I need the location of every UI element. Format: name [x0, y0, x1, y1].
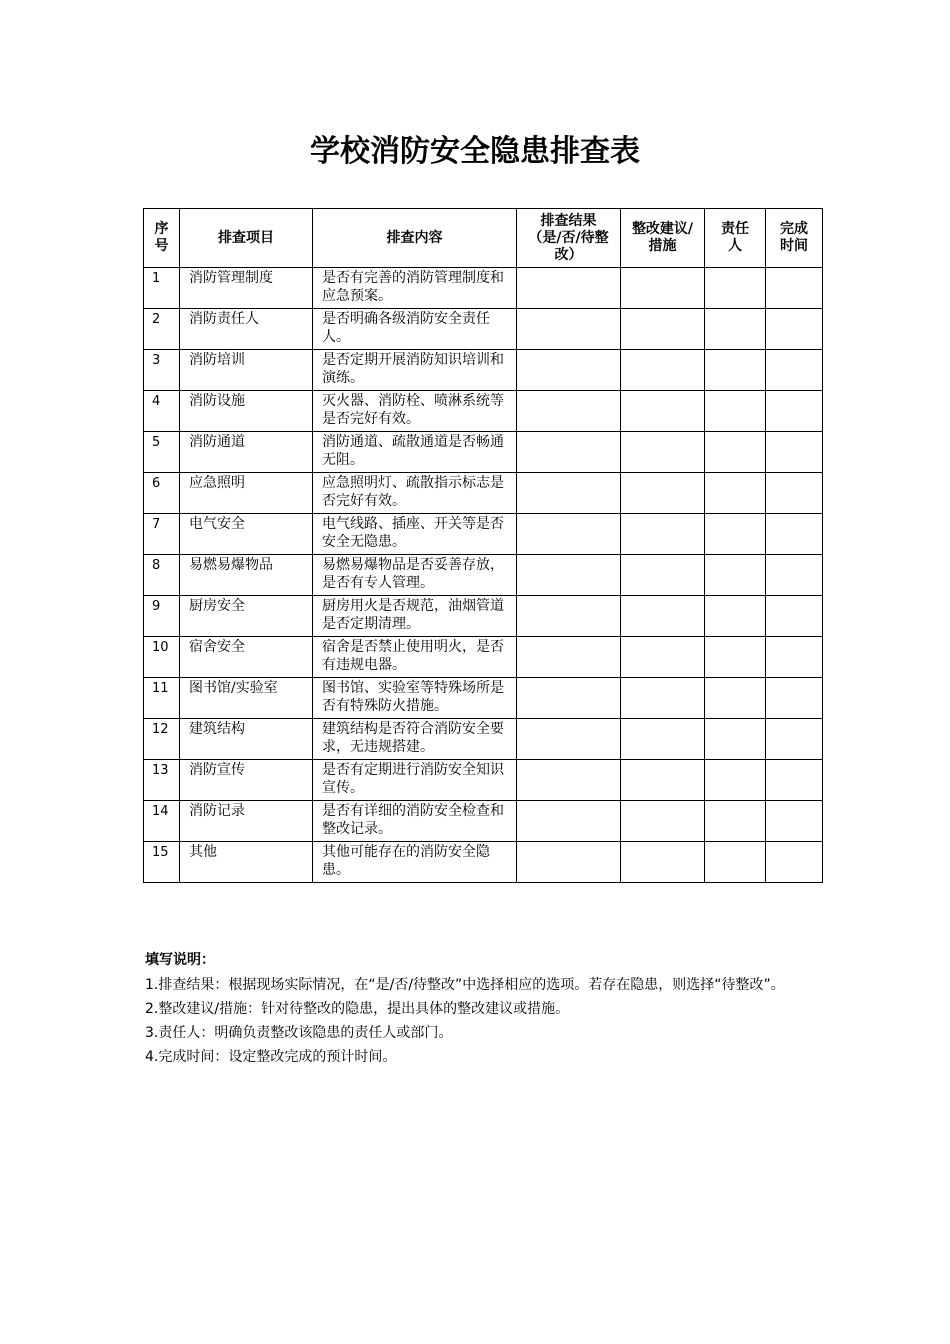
cell-content: 是否有完善的消防管理制度和应急预案。: [313, 268, 517, 309]
cell-result[interactable]: [517, 801, 621, 842]
cell-content: 是否有详细的消防安全检查和整改记录。: [313, 801, 517, 842]
cell-content: 建筑结构是否符合消防安全要求，无违规搭建。: [313, 719, 517, 760]
cell-suggestion[interactable]: [621, 268, 705, 309]
table-row: [144, 432, 823, 473]
cell-content: 易燃易爆物品是否妥善存放，是否有专人管理。: [313, 555, 517, 596]
cell-no: 14: [144, 801, 180, 842]
header-no: [144, 209, 180, 268]
cell-time[interactable]: [766, 842, 823, 883]
header-time: [766, 209, 823, 268]
table-row: [144, 268, 823, 309]
cell-time[interactable]: [766, 473, 823, 514]
instructions-title: 填写说明：: [145, 952, 215, 968]
cell-person[interactable]: [705, 842, 766, 883]
header-suggestion: [621, 209, 705, 268]
cell-suggestion[interactable]: [621, 350, 705, 391]
header-suggestion-label: 整改建议/措施: [631, 221, 694, 254]
cell-item: 消防培训: [180, 350, 313, 391]
cell-item: 消防设施: [180, 391, 313, 432]
cell-item: 厨房安全: [180, 596, 313, 637]
cell-result[interactable]: [517, 596, 621, 637]
table-row: [144, 719, 823, 760]
cell-time[interactable]: [766, 719, 823, 760]
cell-no: 3: [144, 350, 180, 391]
cell-suggestion[interactable]: [621, 309, 705, 350]
cell-person[interactable]: [705, 719, 766, 760]
cell-suggestion[interactable]: [621, 555, 705, 596]
cell-content: 是否明确各级消防安全责任人。: [313, 309, 517, 350]
table-row: [144, 555, 823, 596]
header-no-label: 序号: [154, 221, 169, 254]
cell-person[interactable]: [705, 514, 766, 555]
cell-result[interactable]: [517, 760, 621, 801]
table-row: [144, 760, 823, 801]
cell-content: 灭火器、消防栓、喷淋系统等是否完好有效。: [313, 391, 517, 432]
table-row: [144, 596, 823, 637]
table-row: [144, 514, 823, 555]
cell-content: 应急照明灯、疏散指示标志是否完好有效。: [313, 473, 517, 514]
header-content: [313, 209, 517, 268]
cell-time[interactable]: [766, 637, 823, 678]
cell-content: 其他可能存在的消防安全隐患。: [313, 842, 517, 883]
cell-person[interactable]: [705, 678, 766, 719]
cell-suggestion[interactable]: [621, 596, 705, 637]
cell-content: 电气线路、插座、开关等是否安全无隐患。: [313, 514, 517, 555]
cell-no: 1: [144, 268, 180, 309]
table-row: [144, 842, 823, 883]
cell-item: 建筑结构: [180, 719, 313, 760]
cell-person[interactable]: [705, 432, 766, 473]
cell-result[interactable]: [517, 432, 621, 473]
cell-suggestion[interactable]: [621, 432, 705, 473]
cell-suggestion[interactable]: [621, 637, 705, 678]
cell-result[interactable]: [517, 391, 621, 432]
cell-result[interactable]: [517, 637, 621, 678]
cell-content: 厨房用火是否规范，油烟管道是否定期清理。: [313, 596, 517, 637]
cell-person[interactable]: [705, 801, 766, 842]
cell-suggestion[interactable]: [621, 473, 705, 514]
cell-item: 消防责任人: [180, 309, 313, 350]
cell-no: 2: [144, 309, 180, 350]
cell-suggestion[interactable]: [621, 391, 705, 432]
cell-suggestion[interactable]: [621, 514, 705, 555]
cell-item: 消防管理制度: [180, 268, 313, 309]
table-row: [144, 678, 823, 719]
cell-item: 应急照明: [180, 473, 313, 514]
cell-time[interactable]: [766, 760, 823, 801]
cell-no: 8: [144, 555, 180, 596]
table-row: [144, 473, 823, 514]
table-body: [144, 268, 823, 883]
cell-item: 消防通道: [180, 432, 313, 473]
header-result-label: 排查结果（是/否/待整改）: [528, 212, 609, 263]
cell-item: 易燃易爆物品: [180, 555, 313, 596]
cell-time[interactable]: [766, 268, 823, 309]
cell-content: 宿舍是否禁止使用明火，是否有违规电器。: [313, 637, 517, 678]
cell-result[interactable]: [517, 842, 621, 883]
header-person: [705, 209, 766, 268]
cell-content: 是否定期开展消防知识培训和演练。: [313, 350, 517, 391]
cell-no: 5: [144, 432, 180, 473]
cell-time[interactable]: [766, 309, 823, 350]
header-person-label: 责任人: [721, 221, 749, 254]
cell-person[interactable]: [705, 637, 766, 678]
cell-time[interactable]: [766, 678, 823, 719]
cell-time[interactable]: [766, 391, 823, 432]
cell-time[interactable]: [766, 350, 823, 391]
cell-result[interactable]: [517, 678, 621, 719]
cell-person[interactable]: [705, 268, 766, 309]
cell-person[interactable]: [705, 473, 766, 514]
cell-content: 消防通道、疏散通道是否畅通无阻。: [313, 432, 517, 473]
cell-item: 消防宣传: [180, 760, 313, 801]
cell-time[interactable]: [766, 801, 823, 842]
cell-suggestion[interactable]: [621, 678, 705, 719]
cell-person[interactable]: [705, 309, 766, 350]
cell-person[interactable]: [705, 596, 766, 637]
table-row: [144, 350, 823, 391]
cell-result[interactable]: [517, 473, 621, 514]
cell-content: 图书馆、实验室等特殊场所是否有特殊防火措施。: [313, 678, 517, 719]
cell-no: 4: [144, 391, 180, 432]
cell-item: 图书馆/实验室: [180, 678, 313, 719]
cell-person[interactable]: [705, 760, 766, 801]
cell-person[interactable]: [705, 391, 766, 432]
cell-no: 9: [144, 596, 180, 637]
cell-time[interactable]: [766, 596, 823, 637]
instructions: [145, 948, 815, 1069]
cell-result[interactable]: [517, 268, 621, 309]
header-content-label: 排查内容: [386, 229, 443, 246]
table-row: [144, 801, 823, 842]
cell-item: 消防记录: [180, 801, 313, 842]
inspection-table: [143, 208, 823, 883]
header-item: [180, 209, 313, 268]
cell-result[interactable]: [517, 350, 621, 391]
header-time-label: 完成时间: [780, 221, 808, 254]
cell-suggestion[interactable]: [621, 842, 705, 883]
cell-result[interactable]: [517, 719, 621, 760]
page-title: 学校消防安全隐患排查表: [310, 134, 640, 169]
cell-time[interactable]: [766, 555, 823, 596]
cell-no: 11: [144, 678, 180, 719]
instruction-line: 4.完成时间：设定整改完成的预计时间。: [145, 1049, 397, 1065]
cell-suggestion[interactable]: [621, 760, 705, 801]
cell-content: 是否有定期进行消防安全知识宣传。: [313, 760, 517, 801]
cell-item: 其他: [180, 842, 313, 883]
cell-no: 13: [144, 760, 180, 801]
cell-result[interactable]: [517, 309, 621, 350]
cell-no: 7: [144, 514, 180, 555]
instruction-line: 3.责任人：明确负责整改该隐患的责任人或部门。: [145, 1025, 453, 1041]
table-row: [144, 637, 823, 678]
instruction-line: 1.排查结果：根据现场实际情况，在“是/否/待整改”中选择相应的选项。若存在隐患，则选择“待整改”。: [145, 977, 785, 993]
cell-no: 10: [144, 637, 180, 678]
cell-no: 12: [144, 719, 180, 760]
cell-item: 宿舍安全: [180, 637, 313, 678]
table-row: [144, 309, 823, 350]
table-row: [144, 391, 823, 432]
cell-result[interactable]: [517, 514, 621, 555]
cell-no: 6: [144, 473, 180, 514]
cell-suggestion[interactable]: [621, 801, 705, 842]
cell-item: 电气安全: [180, 514, 313, 555]
cell-result[interactable]: [517, 555, 621, 596]
cell-time[interactable]: [766, 514, 823, 555]
cell-person[interactable]: [705, 350, 766, 391]
cell-suggestion[interactable]: [621, 719, 705, 760]
cell-time[interactable]: [766, 432, 823, 473]
cell-person[interactable]: [705, 555, 766, 596]
header-item-label: 排查项目: [218, 229, 274, 246]
instruction-line: 2.整改建议/措施：针对待整改的隐患，提出具体的整改建议或措施。: [145, 1001, 570, 1017]
cell-no: 15: [144, 842, 180, 883]
header-result: [517, 209, 621, 268]
table-header-row: [144, 209, 823, 268]
